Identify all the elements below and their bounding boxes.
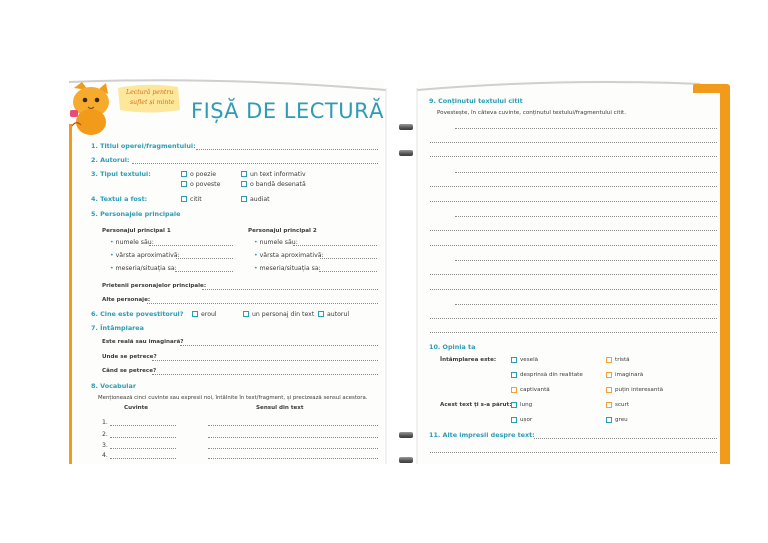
option-label: puțin interesantă [615,387,664,393]
question-real: Este reală sau imaginară? [102,339,184,345]
orange-edge-left [69,124,72,464]
logo-line-1: Lectură pentru [126,89,174,96]
answer-line[interactable] [319,271,377,272]
answer-line[interactable] [455,216,717,217]
column-meaning: Sensul din text [256,405,304,411]
answer-line[interactable] [149,245,233,246]
attr-age-1: • vârsta aproximativă: [110,252,180,259]
answer-line[interactable] [176,258,233,259]
answer-line[interactable] [430,230,717,231]
option-label: o poveste [190,181,221,188]
vocab-number: 3. [102,442,108,449]
text-opinion-label: Acest text ți s-a părut: [440,402,512,408]
answer-line[interactable] [430,274,717,275]
answer-line[interactable] [455,128,717,129]
column-words: Cuvinte [124,405,149,411]
answer-line[interactable] [152,360,378,361]
answer-line[interactable] [320,258,377,259]
option-label: veselă [520,357,539,363]
vocab-number: 1. [102,419,108,426]
option-label: eroul [201,311,217,318]
answer-line[interactable] [132,163,378,164]
vocab-number: 2. [102,431,108,438]
answer-line[interactable] [196,149,378,150]
answer-line[interactable] [430,201,717,202]
answer-line[interactable] [202,289,378,290]
option-label: imaginară [615,372,644,378]
character-2-heading: Personajul principal 2 [248,228,317,234]
checkbox-read[interactable] [181,196,187,202]
answer-line[interactable] [180,345,378,346]
section-4-text-was: 4. Textul a fost: [91,195,148,203]
section-8-vocabulary: 8. Vocabular [91,382,136,390]
option-label: greu [615,417,628,423]
friends-label: Prietenii personajelor principale: [102,283,207,289]
checkbox-captivating[interactable] [511,387,517,393]
option-label: desprinsă din realitate [520,372,583,378]
option-label: tristă [615,357,630,363]
answer-line[interactable] [293,245,377,246]
attr-job-2: • meseria/situația sa: [254,265,321,272]
option-label: un personaj din text [252,311,315,318]
checkbox-hero[interactable] [192,311,198,317]
logo-line-2: suflet și minte [130,99,175,106]
answer-line[interactable] [110,458,176,459]
option-label: citit [190,196,202,203]
binder-ring [399,432,413,438]
option-label: un text informativ [250,171,306,178]
attr-age-2: • vârsta aproximativă: [254,252,324,259]
checkbox-comic[interactable] [241,181,247,187]
answer-line[interactable] [147,303,378,304]
option-label: autorul [327,311,350,318]
checkbox-less-interesting[interactable] [606,387,612,393]
checkbox-realistic[interactable] [511,372,517,378]
section-9-content: 9. Conținutul textului citit [429,97,523,105]
checkbox-imaginary[interactable] [606,372,612,378]
answer-line[interactable] [455,172,717,173]
event-label: Întâmplarea este: [440,357,497,363]
answer-line[interactable] [430,156,717,157]
answer-line[interactable] [455,304,717,305]
question-when: Când se petrece? [102,368,157,374]
checkbox-listened[interactable] [241,196,247,202]
section-2-author: 2. Autorul: [91,156,130,164]
answer-line[interactable] [534,438,717,439]
section-10-opinion: 10. Opinia ta [429,343,476,351]
answer-line[interactable] [175,271,233,272]
binder-ring [399,457,413,463]
checkbox-hard[interactable] [606,417,612,423]
answer-line[interactable] [430,142,717,143]
section-7-event: 7. Întâmplarea [91,324,144,332]
answer-line[interactable] [208,437,378,438]
answer-line[interactable] [430,452,717,453]
vocabulary-instruction: Menționează cinci cuvinte sau expresii noi, întâlnite în text/fragment, și precizează sensul acestora. [98,395,368,401]
option-label: audiat [250,196,270,203]
question-where: Unde se petrece? [102,354,157,360]
section-1-title: 1. Titlul operei/fragmentului: [91,142,196,150]
answer-line[interactable] [152,374,378,375]
answer-line[interactable] [110,425,176,426]
content-instruction: Povestește, în câteva cuvinte, conținutul textului/fragmentului citit. [437,110,627,116]
option-label: captivantă [520,387,550,393]
checkbox-short[interactable] [606,402,612,408]
answer-line[interactable] [430,245,717,246]
page-title: FIȘĂ DE LECTURĂ [191,99,385,123]
section-3-type: 3. Tipul textului: [91,170,151,178]
option-label: scurt [615,402,630,408]
checkbox-poem[interactable] [181,171,187,177]
checkbox-informative[interactable] [241,171,247,177]
checkbox-story[interactable] [181,181,187,187]
checkbox-sad[interactable] [606,357,612,363]
answer-line[interactable] [208,458,378,459]
attr-job-1: • meseria/situația sa: [110,265,177,272]
answer-line[interactable] [110,437,176,438]
checkbox-author[interactable] [318,311,324,317]
section-11-impressions: 11. Alte impresii despre text: [429,431,535,439]
answer-line[interactable] [430,318,717,319]
checkbox-long[interactable] [511,402,517,408]
section-6-narrator: 6. Cine este povestitorul? [91,310,184,318]
answer-line[interactable] [208,425,378,426]
answer-line[interactable] [110,448,176,449]
orange-edge-right [720,86,730,464]
option-label: o bandă desenată [250,181,306,188]
checkbox-easy[interactable] [511,417,517,423]
checkbox-character[interactable] [243,311,249,317]
answer-line[interactable] [208,448,378,449]
checkbox-cheerful[interactable] [511,357,517,363]
character-1-heading: Personajul principal 1 [102,228,171,234]
attr-name-2: • numele său: [254,239,298,246]
answer-line[interactable] [455,260,717,261]
attr-name-1: • numele său: [110,239,154,246]
option-label: o poezie [190,171,217,178]
vocab-number: 4. [102,452,108,459]
binder-ring [399,124,413,130]
answer-line[interactable] [430,186,717,187]
answer-line[interactable] [430,332,717,333]
binder-ring [399,150,413,156]
option-label: ușor [520,417,533,423]
option-label: lung [520,402,533,408]
section-5-characters: 5. Personajele principale [91,210,181,218]
others-label: Alte personaje: [102,297,151,303]
answer-line[interactable] [430,289,717,290]
